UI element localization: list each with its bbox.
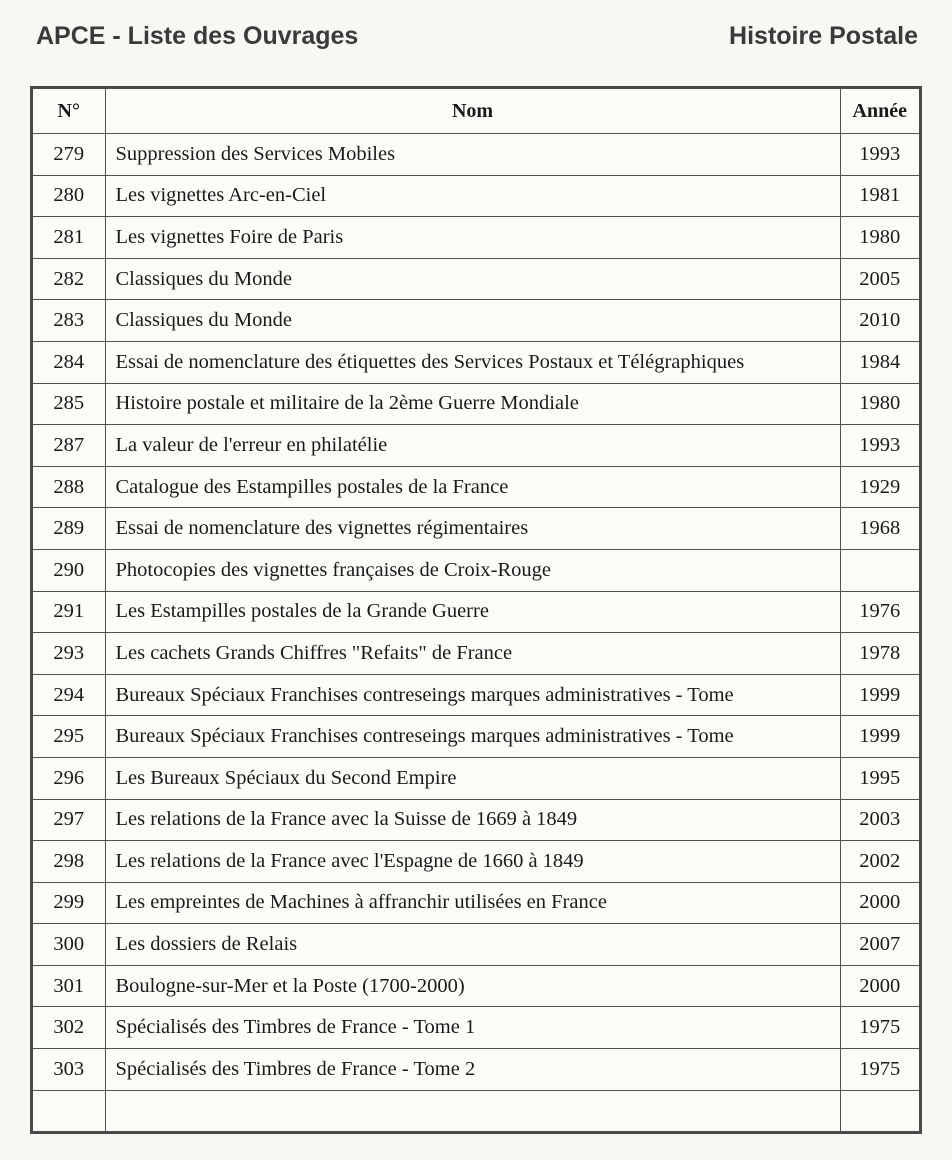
- table-row: [33, 383, 919, 425]
- table-row: [33, 341, 919, 383]
- row-name: Histoire postale et militaire de la 2ème Guerre Mondiale: [105, 383, 840, 425]
- row-year: 1980: [840, 217, 919, 259]
- row-name: Les empreintes de Machines à affranchir utilisées en France: [105, 882, 840, 924]
- table-row: [33, 134, 919, 176]
- row-name: Photocopies des vignettes françaises de Croix-Rouge: [105, 549, 840, 591]
- row-name: Les relations de la France avec l'Espagne de 1660 à 1849: [105, 841, 840, 883]
- row-name: Boulogne-sur-Mer et la Poste (1700-2000): [105, 965, 840, 1007]
- row-year: 1975: [840, 1007, 919, 1049]
- row-year: [840, 1090, 919, 1131]
- row-number: 291: [33, 591, 105, 633]
- row-name: Les dossiers de Relais: [105, 924, 840, 966]
- row-name: Les vignettes Foire de Paris: [105, 217, 840, 259]
- row-year: 1999: [840, 674, 919, 716]
- row-number: 282: [33, 258, 105, 300]
- row-number: 280: [33, 175, 105, 217]
- row-year: 1929: [840, 466, 919, 508]
- row-number: 289: [33, 508, 105, 550]
- row-year: 2007: [840, 924, 919, 966]
- section-title: Histoire Postale: [729, 22, 918, 50]
- works-table: [30, 86, 922, 1134]
- row-name: Essai de nomenclature des étiquettes des Services Postaux et Télégraphiques: [105, 341, 840, 383]
- row-year: 1995: [840, 757, 919, 799]
- row-name: Bureaux Spéciaux Franchises contreseings marques administratives - Tome: [105, 674, 840, 716]
- table-header-row: [33, 89, 919, 134]
- table-row: [33, 633, 919, 675]
- row-year: 1981: [840, 175, 919, 217]
- row-number: 294: [33, 674, 105, 716]
- row-year: 1976: [840, 591, 919, 633]
- table-row: [33, 674, 919, 716]
- row-number: 279: [33, 134, 105, 176]
- table-row: [33, 716, 919, 758]
- row-name: Les Estampilles postales de la Grande Guerre: [105, 591, 840, 633]
- row-number: 285: [33, 383, 105, 425]
- row-number: 290: [33, 549, 105, 591]
- column-header-number: N°: [33, 89, 105, 134]
- row-name: Spécialisés des Timbres de France - Tome 1: [105, 1007, 840, 1049]
- table-row: [33, 217, 919, 259]
- row-name: Classiques du Monde: [105, 258, 840, 300]
- row-year: 2000: [840, 882, 919, 924]
- row-name: Classiques du Monde: [105, 300, 840, 342]
- row-year: 1980: [840, 383, 919, 425]
- row-name: Suppression des Services Mobiles: [105, 134, 840, 176]
- table-row: [33, 841, 919, 883]
- table-row: [33, 1049, 919, 1091]
- row-number: [33, 1090, 105, 1131]
- table-row: [33, 757, 919, 799]
- row-name: Catalogue des Estampilles postales de la France: [105, 466, 840, 508]
- row-year: 2002: [840, 841, 919, 883]
- table-row: [33, 591, 919, 633]
- row-year: 2005: [840, 258, 919, 300]
- row-number: 287: [33, 425, 105, 467]
- row-name: Les Bureaux Spéciaux du Second Empire: [105, 757, 840, 799]
- table-row: [33, 965, 919, 1007]
- column-header-year: Année: [840, 89, 919, 134]
- column-header-name: Nom: [105, 89, 840, 134]
- row-year: 1999: [840, 716, 919, 758]
- row-number: 281: [33, 217, 105, 259]
- row-name: La valeur de l'erreur en philatélie: [105, 425, 840, 467]
- row-number: 288: [33, 466, 105, 508]
- table-row: [33, 258, 919, 300]
- row-name: Les relations de la France avec la Suisse de 1669 à 1849: [105, 799, 840, 841]
- row-year: 1993: [840, 134, 919, 176]
- row-name: [105, 1090, 840, 1131]
- row-name: Spécialisés des Timbres de France - Tome 2: [105, 1049, 840, 1091]
- row-number: 303: [33, 1049, 105, 1091]
- row-year: 2003: [840, 799, 919, 841]
- row-year: 2000: [840, 965, 919, 1007]
- row-number: 295: [33, 716, 105, 758]
- page-title: APCE - Liste des Ouvrages: [36, 22, 359, 50]
- row-name: Les vignettes Arc-en-Ciel: [105, 175, 840, 217]
- row-name: Essai de nomenclature des vignettes régimentaires: [105, 508, 840, 550]
- row-year: 1968: [840, 508, 919, 550]
- table-row: [33, 300, 919, 342]
- table-row: [33, 1007, 919, 1049]
- row-year: 1993: [840, 425, 919, 467]
- row-number: 300: [33, 924, 105, 966]
- row-number: 297: [33, 799, 105, 841]
- row-number: 302: [33, 1007, 105, 1049]
- row-name: Les cachets Grands Chiffres "Refaits" de France: [105, 633, 840, 675]
- row-number: 283: [33, 300, 105, 342]
- table-row: [33, 425, 919, 467]
- row-year: 1984: [840, 341, 919, 383]
- table-row: [33, 924, 919, 966]
- row-name: Bureaux Spéciaux Franchises contreseings marques administratives - Tome: [105, 716, 840, 758]
- row-number: 296: [33, 757, 105, 799]
- table-row: [33, 466, 919, 508]
- row-year: 1978: [840, 633, 919, 675]
- table-row: [33, 508, 919, 550]
- table-row: [33, 549, 919, 591]
- table-row: [33, 882, 919, 924]
- row-number: 301: [33, 965, 105, 1007]
- row-year: 1975: [840, 1049, 919, 1091]
- row-number: 299: [33, 882, 105, 924]
- row-number: 298: [33, 841, 105, 883]
- table-row: [33, 175, 919, 217]
- row-year: [840, 549, 919, 591]
- table-row: [33, 799, 919, 841]
- works-table-grid: [33, 89, 919, 1131]
- table-row: [33, 1090, 919, 1131]
- row-number: 284: [33, 341, 105, 383]
- row-number: 293: [33, 633, 105, 675]
- row-year: 2010: [840, 300, 919, 342]
